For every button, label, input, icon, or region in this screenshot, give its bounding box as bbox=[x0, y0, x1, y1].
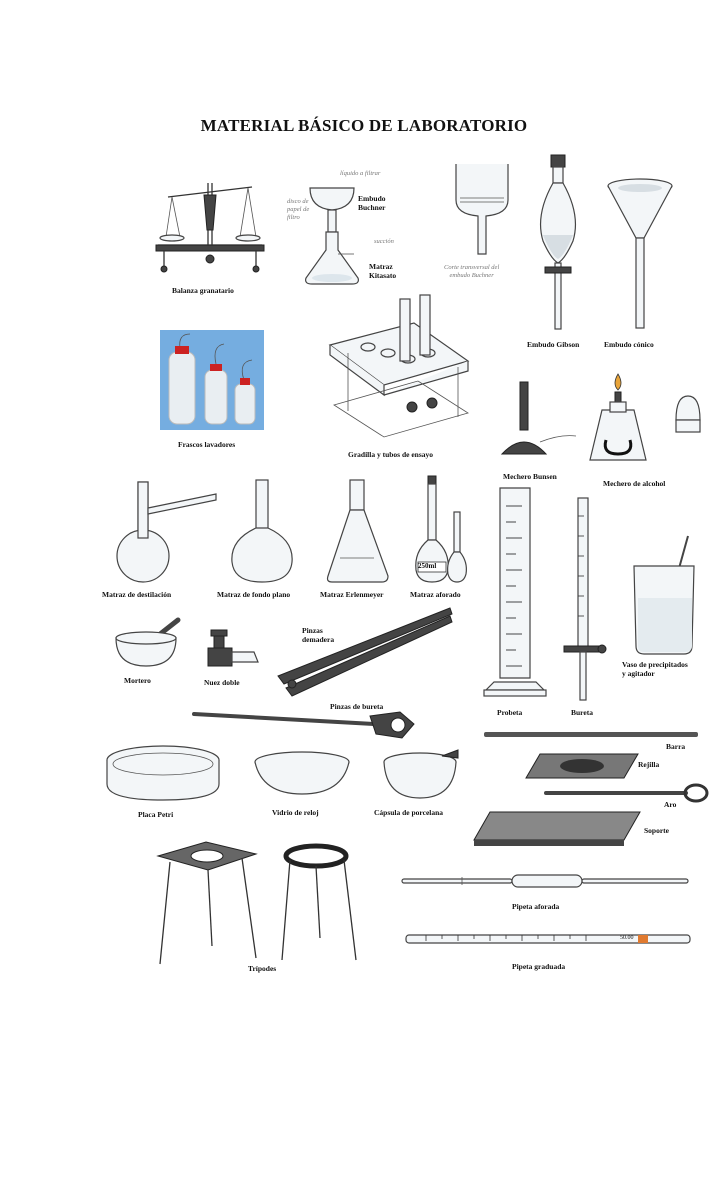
vidrio-reloj-label: Vidrio de reloj bbox=[272, 808, 319, 817]
mechero-bunsen-illustration bbox=[500, 380, 578, 462]
tripodes-label: Trípodes bbox=[248, 964, 277, 973]
barra-label: Barra bbox=[666, 742, 686, 751]
embudo-buchner-label: Embudo Buchner bbox=[358, 194, 386, 212]
capsula-porcelana-illustration bbox=[380, 750, 460, 802]
page-title: MATERIAL BÁSICO DE LABORATORIO bbox=[200, 116, 528, 135]
embudo-conico-illustration bbox=[605, 178, 675, 333]
balanza-illustration bbox=[150, 175, 270, 280]
pipeta-aforada-illustration bbox=[402, 874, 688, 888]
balanza-label: Balanza granatario bbox=[172, 286, 234, 295]
pipeta-graduada-label: Pipeta graduada bbox=[512, 962, 566, 971]
mechero-bunsen-label: Mechero Bunsen bbox=[503, 472, 557, 481]
nuez-doble-illustration bbox=[204, 628, 260, 672]
mechero-alcohol-illustration bbox=[588, 370, 708, 470]
succion-note: succión bbox=[374, 238, 394, 245]
frascos-lavadores-label: Frascos lavadores bbox=[178, 440, 236, 449]
disco-papel-note: disco de papel de filtro bbox=[287, 198, 310, 221]
frascos-lavadores-illustration bbox=[160, 330, 264, 430]
mortero-label: Mortero bbox=[124, 676, 151, 685]
pipeta-graduada-illustration bbox=[406, 932, 690, 946]
matraz-kitasato-label: Matraz Kitasato bbox=[369, 262, 397, 280]
mortero-illustration bbox=[112, 616, 182, 670]
probeta-label: Probeta bbox=[497, 708, 523, 717]
placa-petri-label: Placa Petri bbox=[138, 810, 174, 819]
pinzas-madera-label: Pinzas demadera bbox=[302, 626, 335, 644]
buchner-corte-illustration bbox=[452, 160, 512, 260]
tripodes-illustration bbox=[156, 842, 366, 968]
rejilla-label: Rejilla bbox=[638, 760, 660, 769]
embudo-gibson-label: Embudo Gibson bbox=[527, 340, 580, 349]
pipeta-graduada-volume: 50.00 bbox=[620, 935, 634, 941]
probeta-illustration bbox=[482, 486, 548, 708]
bureta-illustration bbox=[560, 496, 610, 704]
soporte-illustration bbox=[474, 810, 644, 848]
pipeta-aforada-label: Pipeta aforada bbox=[512, 902, 560, 911]
aforado-volume-marking: 250ml bbox=[418, 562, 437, 570]
matraz-destilacion-label: Matraz de destilación bbox=[102, 590, 172, 599]
embudo-gibson-illustration bbox=[533, 155, 583, 335]
nuez-doble-label: Nuez doble bbox=[204, 678, 240, 687]
capsula-porcelana-label: Cápsula de porcelana bbox=[374, 808, 444, 817]
vaso-precipitados-label: Vaso de precipitados y agitador bbox=[622, 660, 688, 678]
matraz-erlenmeyer-label: Matraz Erlenmeyer bbox=[320, 590, 384, 599]
matraz-fondo-plano-illustration bbox=[228, 478, 298, 586]
corte-transversal-note: Corte transversal del embudo Buchner bbox=[444, 264, 500, 279]
embudo-conico-label: Embudo cónico bbox=[604, 340, 654, 349]
aro-label: Aro bbox=[664, 800, 677, 809]
liquido-filtrar-note: líquido a filtrar bbox=[340, 170, 381, 177]
vidrio-reloj-illustration bbox=[252, 750, 352, 798]
aro-illustration bbox=[544, 783, 710, 805]
pinzas-madera-illustration bbox=[270, 604, 454, 700]
buchner-kitasato-illustration bbox=[292, 170, 372, 290]
matraz-erlenmeyer-illustration bbox=[326, 478, 390, 584]
matraz-destilacion-illustration bbox=[110, 480, 220, 585]
barra-illustration bbox=[484, 730, 698, 740]
matraz-aforado-label: Matraz aforado bbox=[410, 590, 461, 599]
mechero-alcohol-label: Mechero de alcohol bbox=[603, 479, 666, 488]
soporte-label: Soporte bbox=[644, 826, 669, 835]
matraz-fondo-plano-label: Matraz de fondo plano bbox=[217, 590, 291, 599]
vaso-precipitados-illustration bbox=[630, 534, 700, 658]
placa-petri-illustration bbox=[104, 742, 222, 804]
gradilla-illustration bbox=[328, 295, 474, 440]
pinzas-bureta-label: Pinzas de bureta bbox=[330, 702, 384, 711]
gradilla-label: Gradilla y tubos de ensayo bbox=[348, 450, 434, 459]
rejilla-illustration bbox=[526, 752, 638, 780]
pinzas-bureta-illustration bbox=[190, 706, 420, 740]
bureta-label: Bureta bbox=[571, 708, 593, 717]
